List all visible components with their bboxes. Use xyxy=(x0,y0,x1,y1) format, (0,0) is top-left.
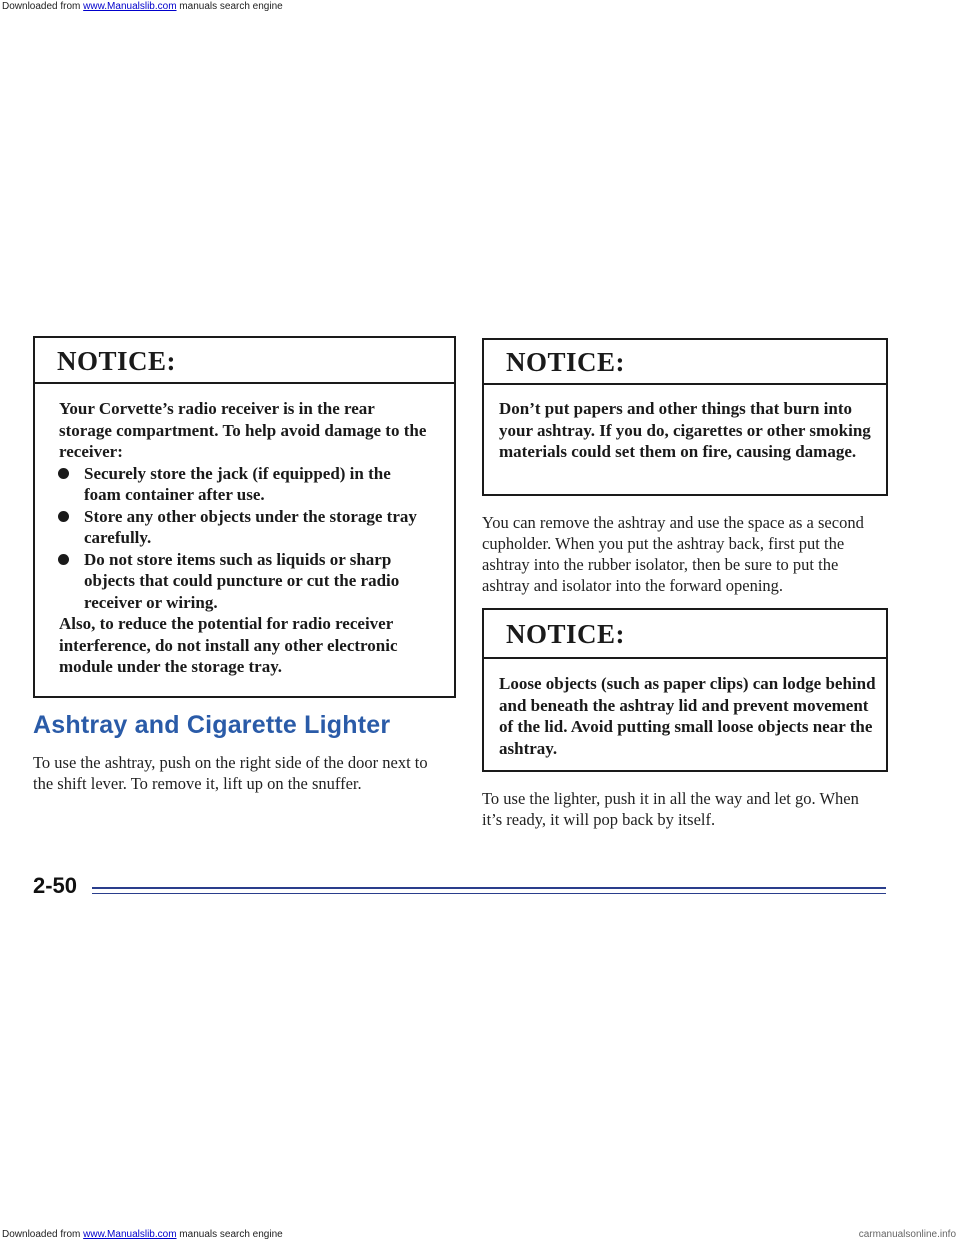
manual-page xyxy=(0,298,960,948)
bullet-text: Securely store the jack (if equipped) in the foam container after use. xyxy=(84,463,391,504)
header-suffix: manuals search engine xyxy=(176,1,283,12)
bullet-dot-icon xyxy=(58,511,69,522)
notice-body xyxy=(35,384,454,678)
bullet-item xyxy=(59,463,430,506)
notice-box-radio xyxy=(33,336,456,698)
footer-rule-top xyxy=(92,887,886,889)
notice-bullet-list xyxy=(59,463,430,614)
bullet-item xyxy=(59,506,430,549)
bullet-dot-icon xyxy=(58,554,69,565)
bullet-item xyxy=(59,549,430,614)
footer-prefix: Downloaded from xyxy=(2,1229,84,1240)
watermark-text: carmanualsonline.info xyxy=(858,1229,956,1240)
notice-intro: Your Corvette’s radio receiver is in the rear storage compartment. To help avoid damage to the receiver: xyxy=(59,399,427,461)
notice-title: NOTICE: xyxy=(35,338,454,384)
notice-box-ashtray-fire xyxy=(482,338,888,496)
notice-title: NOTICE: xyxy=(484,340,886,385)
bullet-text: Store any other objects under the storage tray carefully. xyxy=(84,506,417,547)
notice-body: Don’t put papers and other things that burn into your ashtray. If you do, cigarettes or other smoking materials could set them on fire, causing damage. xyxy=(499,399,871,461)
bullet-text: Do not store items such as liquids or sharp objects that could puncture or cut the radio receiver or wiring. xyxy=(84,549,400,612)
manualslib-footer-link[interactable]: www.Manualslib.com xyxy=(83,1229,177,1240)
manualslib-link[interactable]: www.Manualslib.com xyxy=(83,1,177,12)
bullet-dot-icon xyxy=(58,468,69,479)
footer-left xyxy=(2,1228,283,1242)
notice-box-loose-objects xyxy=(482,608,888,772)
header-prefix: Downloaded from xyxy=(2,1,84,12)
lighter-paragraph: To use the lighter, push it in all the way and let go. When it’s ready, it will pop back by itself. xyxy=(482,789,859,829)
download-header xyxy=(0,0,960,13)
footer-suffix: manuals search engine xyxy=(176,1229,283,1240)
page-number: 2-50 xyxy=(33,873,78,898)
section-title: Ashtray and Cigarette Lighter xyxy=(33,711,391,739)
notice-title: NOTICE: xyxy=(484,610,886,659)
notice-body: Loose objects (such as paper clips) can lodge behind and beneath the ashtray lid and prevent movement of the lid. Avoid putting small loose objects near the ashtray. xyxy=(499,674,876,758)
ashtray-paragraph: To use the ashtray, push on the right side of the door next to the shift lever. To remove it, lift up on the snuffer. xyxy=(33,753,428,793)
footer-rule-bottom xyxy=(92,893,886,894)
download-footer xyxy=(0,1228,960,1242)
notice-outro: Also, to reduce the potential for radio receiver interference, do not install any other electronic module under the storage tray. xyxy=(59,614,398,676)
cupholder-paragraph: You can remove the ashtray and use the space as a second cupholder. When you put the ashtray back, first put the ashtray into the rubber isolator, then be sure to put the ashtray and isolator into the forward opening. xyxy=(482,513,864,595)
